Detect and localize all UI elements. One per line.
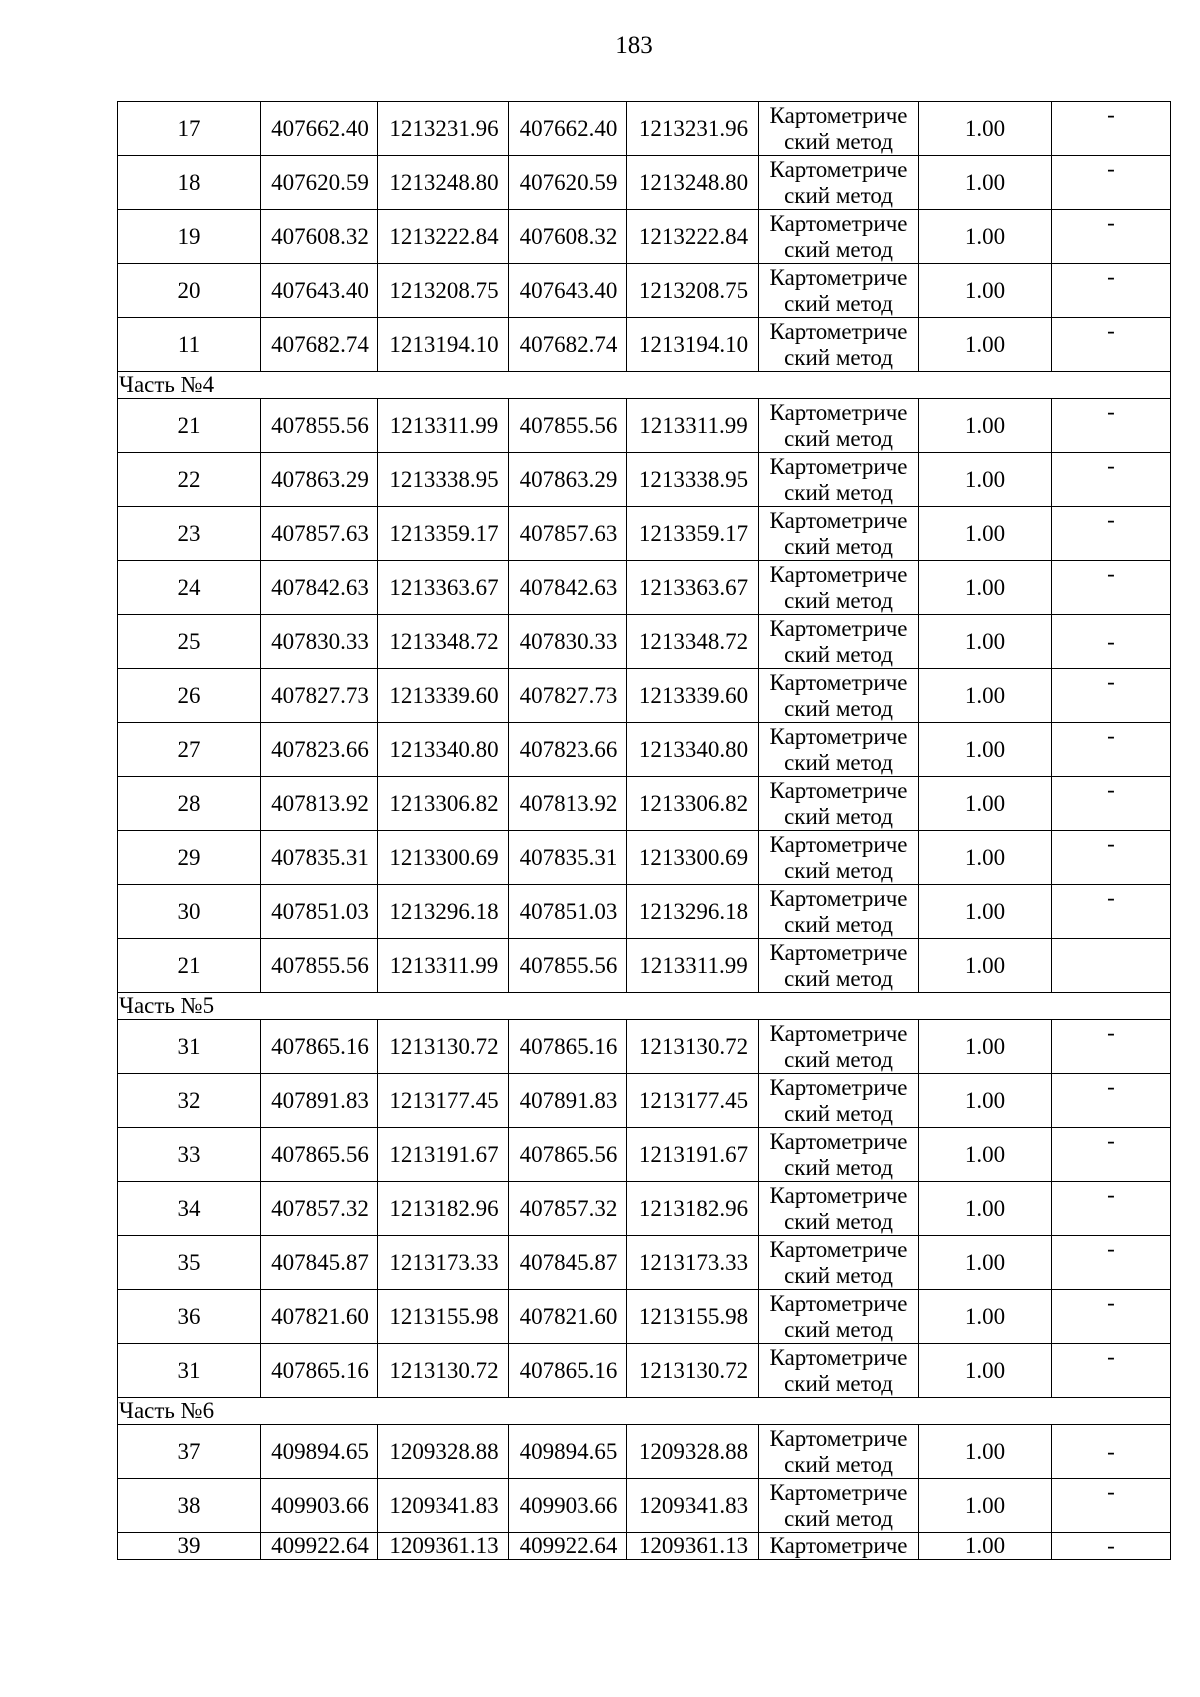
method-cell bbox=[759, 156, 919, 210]
y-coordinate-cell: 1213191.67 bbox=[627, 1128, 759, 1182]
y-coordinate-cell: 1213130.72 bbox=[627, 1344, 759, 1398]
x-coordinate-cell: 407823.66 bbox=[261, 723, 378, 777]
point-number-cell: 19 bbox=[118, 210, 261, 264]
method-line-1: Картометриче bbox=[769, 264, 908, 290]
table-row bbox=[118, 318, 1171, 372]
accuracy-cell: 1.00 bbox=[919, 723, 1052, 777]
note-cell: - bbox=[1052, 1128, 1171, 1182]
accuracy-cell: 1.00 bbox=[919, 1236, 1052, 1290]
method-line-1: Картометриче bbox=[769, 1074, 908, 1100]
method-cell bbox=[759, 1236, 919, 1290]
y-coordinate-cell: 1213340.80 bbox=[627, 723, 759, 777]
method-line-1: Картометриче bbox=[769, 561, 908, 587]
y-coordinate-cell: 1213182.96 bbox=[627, 1182, 759, 1236]
method-cell bbox=[759, 939, 919, 993]
accuracy-cell: 1.00 bbox=[919, 1344, 1052, 1398]
x-coordinate-cell: 407851.03 bbox=[261, 885, 378, 939]
accuracy-cell: 1.00 bbox=[919, 777, 1052, 831]
y-coordinate-cell: 1213194.10 bbox=[627, 318, 759, 372]
note-cell: - bbox=[1052, 102, 1171, 156]
method-line-1: Картометриче bbox=[769, 831, 908, 857]
accuracy-cell: 1.00 bbox=[919, 1128, 1052, 1182]
method-line-1: Картометриче bbox=[769, 1479, 908, 1505]
method-line-2: ский метод bbox=[784, 1154, 893, 1180]
method-line-1: Картометриче bbox=[769, 777, 908, 803]
y-coordinate-cell: 1213177.45 bbox=[378, 1074, 509, 1128]
accuracy-cell: 1.00 bbox=[919, 507, 1052, 561]
point-number-cell: 31 bbox=[118, 1344, 261, 1398]
table-row bbox=[118, 723, 1171, 777]
point-number-cell: 11 bbox=[118, 318, 261, 372]
table-row bbox=[118, 1182, 1171, 1236]
method-line-2: ский метод bbox=[784, 965, 893, 991]
table-row bbox=[118, 453, 1171, 507]
coordinates-table bbox=[117, 101, 1171, 1560]
x-coordinate-cell: 407857.63 bbox=[509, 507, 627, 561]
section-label: Часть №4 bbox=[118, 372, 1171, 399]
note-cell bbox=[1052, 939, 1171, 993]
x-coordinate-cell: 407857.63 bbox=[261, 507, 378, 561]
note-cell: - bbox=[1052, 1290, 1171, 1344]
table-row bbox=[118, 1425, 1171, 1479]
y-coordinate-cell: 1213208.75 bbox=[378, 264, 509, 318]
x-coordinate-cell: 407830.33 bbox=[509, 615, 627, 669]
table-row bbox=[118, 831, 1171, 885]
point-number-cell: 20 bbox=[118, 264, 261, 318]
method-line-1: Картометриче bbox=[769, 1425, 908, 1451]
accuracy-cell: 1.00 bbox=[919, 1074, 1052, 1128]
note-cell: - bbox=[1052, 723, 1171, 777]
method-cell bbox=[759, 1533, 919, 1560]
method-cell bbox=[759, 453, 919, 507]
x-coordinate-cell: 407662.40 bbox=[509, 102, 627, 156]
x-coordinate-cell: 409894.65 bbox=[509, 1425, 627, 1479]
table-row bbox=[118, 939, 1171, 993]
point-number-cell: 38 bbox=[118, 1479, 261, 1533]
point-number-cell: 17 bbox=[118, 102, 261, 156]
method-line-2: ский метод bbox=[784, 1316, 893, 1342]
x-coordinate-cell: 409903.66 bbox=[509, 1479, 627, 1533]
note-cell: - bbox=[1052, 1236, 1171, 1290]
coordinates-table-body bbox=[118, 102, 1171, 1560]
accuracy-cell: 1.00 bbox=[919, 1182, 1052, 1236]
table-row bbox=[118, 615, 1171, 669]
y-coordinate-cell: 1213300.69 bbox=[378, 831, 509, 885]
y-coordinate-cell: 1213222.84 bbox=[627, 210, 759, 264]
x-coordinate-cell: 407865.16 bbox=[509, 1020, 627, 1074]
table-row bbox=[118, 507, 1171, 561]
table-row bbox=[118, 777, 1171, 831]
accuracy-cell: 1.00 bbox=[919, 453, 1052, 507]
section-row bbox=[118, 372, 1171, 399]
x-coordinate-cell: 407821.60 bbox=[261, 1290, 378, 1344]
x-coordinate-cell: 407620.59 bbox=[261, 156, 378, 210]
accuracy-cell: 1.00 bbox=[919, 1479, 1052, 1533]
y-coordinate-cell: 1213339.60 bbox=[378, 669, 509, 723]
y-coordinate-cell: 1213359.17 bbox=[627, 507, 759, 561]
point-number-cell: 23 bbox=[118, 507, 261, 561]
x-coordinate-cell: 407855.56 bbox=[261, 939, 378, 993]
accuracy-cell: 1.00 bbox=[919, 615, 1052, 669]
point-number-cell: 28 bbox=[118, 777, 261, 831]
x-coordinate-cell: 407842.63 bbox=[261, 561, 378, 615]
method-line-2: ский метод bbox=[784, 290, 893, 316]
method-line-2: ский метод bbox=[784, 479, 893, 505]
method-line-1: Картометриче bbox=[769, 1533, 908, 1558]
x-coordinate-cell: 407891.83 bbox=[261, 1074, 378, 1128]
x-coordinate-cell: 409894.65 bbox=[261, 1425, 378, 1479]
method-cell bbox=[759, 264, 919, 318]
y-coordinate-cell: 1213155.98 bbox=[627, 1290, 759, 1344]
method-line-1: Картометриче bbox=[769, 1020, 908, 1046]
y-coordinate-cell: 1213177.45 bbox=[627, 1074, 759, 1128]
method-cell bbox=[759, 318, 919, 372]
y-coordinate-cell: 1213182.96 bbox=[378, 1182, 509, 1236]
point-number-cell: 26 bbox=[118, 669, 261, 723]
y-coordinate-cell: 1213130.72 bbox=[378, 1344, 509, 1398]
point-number-cell: 21 bbox=[118, 939, 261, 993]
method-cell bbox=[759, 831, 919, 885]
method-line-1: Картометриче bbox=[769, 723, 908, 749]
method-cell bbox=[759, 1344, 919, 1398]
table-row bbox=[118, 669, 1171, 723]
method-cell bbox=[759, 1290, 919, 1344]
page-number: 183 bbox=[615, 32, 653, 59]
x-coordinate-cell: 407643.40 bbox=[261, 264, 378, 318]
x-coordinate-cell: 409903.66 bbox=[261, 1479, 378, 1533]
method-line-1: Картометриче bbox=[769, 453, 908, 479]
method-line-1: Картометриче bbox=[769, 1290, 908, 1316]
y-coordinate-cell: 1213173.33 bbox=[378, 1236, 509, 1290]
method-line-2: ский метод bbox=[784, 749, 893, 775]
y-coordinate-cell: 1213340.80 bbox=[378, 723, 509, 777]
x-coordinate-cell: 407827.73 bbox=[261, 669, 378, 723]
point-number-cell: 36 bbox=[118, 1290, 261, 1344]
table-row bbox=[118, 210, 1171, 264]
accuracy-cell: 1.00 bbox=[919, 156, 1052, 210]
y-coordinate-cell: 1213296.18 bbox=[378, 885, 509, 939]
x-coordinate-cell: 407823.66 bbox=[509, 723, 627, 777]
method-line-2: ский метод bbox=[784, 344, 893, 370]
method-line-2: ский метод bbox=[784, 182, 893, 208]
accuracy-cell: 1.00 bbox=[919, 1020, 1052, 1074]
x-coordinate-cell: 407842.63 bbox=[509, 561, 627, 615]
y-coordinate-cell: 1213231.96 bbox=[627, 102, 759, 156]
note-cell: - bbox=[1052, 318, 1171, 372]
table-row bbox=[118, 1236, 1171, 1290]
point-number-cell: 35 bbox=[118, 1236, 261, 1290]
x-coordinate-cell: 407682.74 bbox=[261, 318, 378, 372]
y-coordinate-cell: 1213248.80 bbox=[378, 156, 509, 210]
accuracy-cell: 1.00 bbox=[919, 831, 1052, 885]
table-row bbox=[118, 1344, 1171, 1398]
method-line-2: ский метод bbox=[784, 425, 893, 451]
x-coordinate-cell: 407643.40 bbox=[509, 264, 627, 318]
x-coordinate-cell: 407865.56 bbox=[261, 1128, 378, 1182]
y-coordinate-cell: 1213231.96 bbox=[378, 102, 509, 156]
note-cell: - bbox=[1052, 831, 1171, 885]
table-row bbox=[118, 1074, 1171, 1128]
point-number-cell: 30 bbox=[118, 885, 261, 939]
y-coordinate-cell: 1209341.83 bbox=[378, 1479, 509, 1533]
table-row bbox=[118, 399, 1171, 453]
method-line-1: Картометриче bbox=[769, 1236, 908, 1262]
x-coordinate-cell: 407682.74 bbox=[509, 318, 627, 372]
y-coordinate-cell: 1213338.95 bbox=[627, 453, 759, 507]
x-coordinate-cell: 407865.16 bbox=[509, 1344, 627, 1398]
method-line-2: ский метод bbox=[784, 857, 893, 883]
method-line-2: ский метод bbox=[784, 641, 893, 667]
x-coordinate-cell: 409922.64 bbox=[261, 1533, 378, 1560]
method-cell bbox=[759, 507, 919, 561]
table-row bbox=[118, 1020, 1171, 1074]
point-number-cell: 34 bbox=[118, 1182, 261, 1236]
table-row bbox=[118, 561, 1171, 615]
method-line-2: ский метод bbox=[784, 587, 893, 613]
y-coordinate-cell: 1213339.60 bbox=[627, 669, 759, 723]
method-line-2: ский метод bbox=[784, 803, 893, 829]
table-row bbox=[118, 264, 1171, 318]
method-line-1: Картометриче bbox=[769, 156, 908, 182]
x-coordinate-cell: 407608.32 bbox=[261, 210, 378, 264]
x-coordinate-cell: 407620.59 bbox=[509, 156, 627, 210]
method-cell bbox=[759, 1020, 919, 1074]
y-coordinate-cell: 1213359.17 bbox=[378, 507, 509, 561]
table-row bbox=[118, 156, 1171, 210]
table-row bbox=[118, 885, 1171, 939]
method-line-2: ский метод bbox=[784, 128, 893, 154]
y-coordinate-cell: 1213311.99 bbox=[627, 399, 759, 453]
method-cell bbox=[759, 561, 919, 615]
accuracy-cell: 1.00 bbox=[919, 1425, 1052, 1479]
y-coordinate-cell: 1213311.99 bbox=[378, 399, 509, 453]
method-cell bbox=[759, 1479, 919, 1533]
method-line-1: Картометриче bbox=[769, 1344, 908, 1370]
x-coordinate-cell: 407845.87 bbox=[261, 1236, 378, 1290]
y-coordinate-cell: 1213306.82 bbox=[627, 777, 759, 831]
note-cell: - bbox=[1052, 210, 1171, 264]
y-coordinate-cell: 1213130.72 bbox=[627, 1020, 759, 1074]
table-row bbox=[118, 1290, 1171, 1344]
note-cell: - bbox=[1052, 1479, 1171, 1533]
note-cell: - bbox=[1052, 1533, 1171, 1560]
method-line-2: ский метод bbox=[784, 1370, 893, 1396]
x-coordinate-cell: 407863.29 bbox=[509, 453, 627, 507]
y-coordinate-cell: 1209361.13 bbox=[627, 1533, 759, 1560]
method-line-1: Картометриче bbox=[769, 102, 908, 128]
method-cell bbox=[759, 210, 919, 264]
method-line-1: Картометриче bbox=[769, 399, 908, 425]
method-line-1: Картометриче bbox=[769, 615, 908, 641]
x-coordinate-cell: 407863.29 bbox=[261, 453, 378, 507]
y-coordinate-cell: 1209328.88 bbox=[627, 1425, 759, 1479]
note-cell: - bbox=[1052, 264, 1171, 318]
accuracy-cell: 1.00 bbox=[919, 885, 1052, 939]
note-cell: - bbox=[1052, 615, 1171, 669]
method-cell bbox=[759, 1074, 919, 1128]
point-number-cell: 31 bbox=[118, 1020, 261, 1074]
x-coordinate-cell: 407865.16 bbox=[261, 1020, 378, 1074]
y-coordinate-cell: 1213248.80 bbox=[627, 156, 759, 210]
method-cell bbox=[759, 102, 919, 156]
note-cell: - bbox=[1052, 507, 1171, 561]
point-number-cell: 29 bbox=[118, 831, 261, 885]
y-coordinate-cell: 1213306.82 bbox=[378, 777, 509, 831]
accuracy-cell: 1.00 bbox=[919, 318, 1052, 372]
y-coordinate-cell: 1213194.10 bbox=[378, 318, 509, 372]
method-line-2: ский метод bbox=[784, 1505, 893, 1531]
x-coordinate-cell: 407891.83 bbox=[509, 1074, 627, 1128]
y-coordinate-cell: 1213311.99 bbox=[627, 939, 759, 993]
point-number-cell: 27 bbox=[118, 723, 261, 777]
note-cell: - bbox=[1052, 777, 1171, 831]
note-cell: - bbox=[1052, 1344, 1171, 1398]
x-coordinate-cell: 407845.87 bbox=[509, 1236, 627, 1290]
point-number-cell: 37 bbox=[118, 1425, 261, 1479]
section-label: Часть №5 bbox=[118, 993, 1171, 1020]
method-cell bbox=[759, 1128, 919, 1182]
section-row bbox=[118, 993, 1171, 1020]
accuracy-cell: 1.00 bbox=[919, 210, 1052, 264]
table-row bbox=[118, 1533, 1171, 1560]
x-coordinate-cell: 407821.60 bbox=[509, 1290, 627, 1344]
y-coordinate-cell: 1213130.72 bbox=[378, 1020, 509, 1074]
method-cell bbox=[759, 777, 919, 831]
section-row bbox=[118, 1398, 1171, 1425]
x-coordinate-cell: 407857.32 bbox=[509, 1182, 627, 1236]
table-row bbox=[118, 1128, 1171, 1182]
method-cell bbox=[759, 399, 919, 453]
method-cell bbox=[759, 669, 919, 723]
note-cell: - bbox=[1052, 1074, 1171, 1128]
accuracy-cell: 1.00 bbox=[919, 1290, 1052, 1344]
x-coordinate-cell: 407865.16 bbox=[261, 1344, 378, 1398]
x-coordinate-cell: 407855.56 bbox=[261, 399, 378, 453]
y-coordinate-cell: 1213311.99 bbox=[378, 939, 509, 993]
y-coordinate-cell: 1213173.33 bbox=[627, 1236, 759, 1290]
y-coordinate-cell: 1213191.67 bbox=[378, 1128, 509, 1182]
method-line-2: ский метод bbox=[784, 1100, 893, 1126]
method-line-2: ский метод bbox=[784, 695, 893, 721]
method-line-2: ский метод bbox=[784, 236, 893, 262]
y-coordinate-cell: 1213222.84 bbox=[378, 210, 509, 264]
note-cell: - bbox=[1052, 1020, 1171, 1074]
x-coordinate-cell: 407865.56 bbox=[509, 1128, 627, 1182]
method-line-1: Картометриче bbox=[769, 885, 908, 911]
y-coordinate-cell: 1213296.18 bbox=[627, 885, 759, 939]
y-coordinate-cell: 1213348.72 bbox=[627, 615, 759, 669]
x-coordinate-cell: 407857.32 bbox=[261, 1182, 378, 1236]
section-label: Часть №6 bbox=[118, 1398, 1171, 1425]
y-coordinate-cell: 1213208.75 bbox=[627, 264, 759, 318]
x-coordinate-cell: 407855.56 bbox=[509, 399, 627, 453]
x-coordinate-cell: 407662.40 bbox=[261, 102, 378, 156]
accuracy-cell: 1.00 bbox=[919, 1533, 1052, 1560]
method-cell bbox=[759, 615, 919, 669]
method-cell bbox=[759, 885, 919, 939]
method-line-1: Картометриче bbox=[769, 318, 908, 344]
accuracy-cell: 1.00 bbox=[919, 561, 1052, 615]
method-line-2: ский метод bbox=[784, 1208, 893, 1234]
note-cell: - bbox=[1052, 885, 1171, 939]
x-coordinate-cell: 407813.92 bbox=[509, 777, 627, 831]
method-line-1: Картометриче bbox=[769, 669, 908, 695]
y-coordinate-cell: 1213363.67 bbox=[627, 561, 759, 615]
point-number-cell: 18 bbox=[118, 156, 261, 210]
x-coordinate-cell: 407851.03 bbox=[509, 885, 627, 939]
method-line-1: Картометриче bbox=[769, 1182, 908, 1208]
method-line-2: ский метод bbox=[784, 911, 893, 937]
y-coordinate-cell: 1213363.67 bbox=[378, 561, 509, 615]
note-cell: - bbox=[1052, 399, 1171, 453]
point-number-cell: 32 bbox=[118, 1074, 261, 1128]
y-coordinate-cell: 1213300.69 bbox=[627, 831, 759, 885]
x-coordinate-cell: 407813.92 bbox=[261, 777, 378, 831]
x-coordinate-cell: 407830.33 bbox=[261, 615, 378, 669]
method-line-2: ский метод bbox=[784, 1451, 893, 1477]
x-coordinate-cell: 407855.56 bbox=[509, 939, 627, 993]
point-number-cell: 24 bbox=[118, 561, 261, 615]
method-cell bbox=[759, 1182, 919, 1236]
x-coordinate-cell: 407608.32 bbox=[509, 210, 627, 264]
point-number-cell: 22 bbox=[118, 453, 261, 507]
note-cell: - bbox=[1052, 561, 1171, 615]
method-line-1: Картометриче bbox=[769, 939, 908, 965]
note-cell: - bbox=[1052, 1182, 1171, 1236]
note-cell: - bbox=[1052, 1425, 1171, 1479]
point-number-cell: 25 bbox=[118, 615, 261, 669]
y-coordinate-cell: 1209341.83 bbox=[627, 1479, 759, 1533]
note-cell: - bbox=[1052, 453, 1171, 507]
note-cell: - bbox=[1052, 669, 1171, 723]
x-coordinate-cell: 407827.73 bbox=[509, 669, 627, 723]
table-row bbox=[118, 1479, 1171, 1533]
y-coordinate-cell: 1209328.88 bbox=[378, 1425, 509, 1479]
y-coordinate-cell: 1209361.13 bbox=[378, 1533, 509, 1560]
x-coordinate-cell: 409922.64 bbox=[509, 1533, 627, 1560]
point-number-cell: 21 bbox=[118, 399, 261, 453]
x-coordinate-cell: 407835.31 bbox=[509, 831, 627, 885]
point-number-cell: 33 bbox=[118, 1128, 261, 1182]
method-cell bbox=[759, 723, 919, 777]
y-coordinate-cell: 1213338.95 bbox=[378, 453, 509, 507]
accuracy-cell: 1.00 bbox=[919, 102, 1052, 156]
method-line-1: Картометриче bbox=[769, 507, 908, 533]
method-line-1: Картометриче bbox=[769, 210, 908, 236]
accuracy-cell: 1.00 bbox=[919, 264, 1052, 318]
y-coordinate-cell: 1213155.98 bbox=[378, 1290, 509, 1344]
note-cell: - bbox=[1052, 156, 1171, 210]
method-line-2: ский метод bbox=[784, 1046, 893, 1072]
method-line-2: ский метод bbox=[784, 533, 893, 559]
method-line-1: Картометриче bbox=[769, 1128, 908, 1154]
y-coordinate-cell: 1213348.72 bbox=[378, 615, 509, 669]
accuracy-cell: 1.00 bbox=[919, 669, 1052, 723]
accuracy-cell: 1.00 bbox=[919, 939, 1052, 993]
table-row bbox=[118, 102, 1171, 156]
method-cell bbox=[759, 1425, 919, 1479]
point-number-cell: 39 bbox=[118, 1533, 261, 1560]
x-coordinate-cell: 407835.31 bbox=[261, 831, 378, 885]
accuracy-cell: 1.00 bbox=[919, 399, 1052, 453]
method-line-2: ский метод bbox=[784, 1262, 893, 1288]
